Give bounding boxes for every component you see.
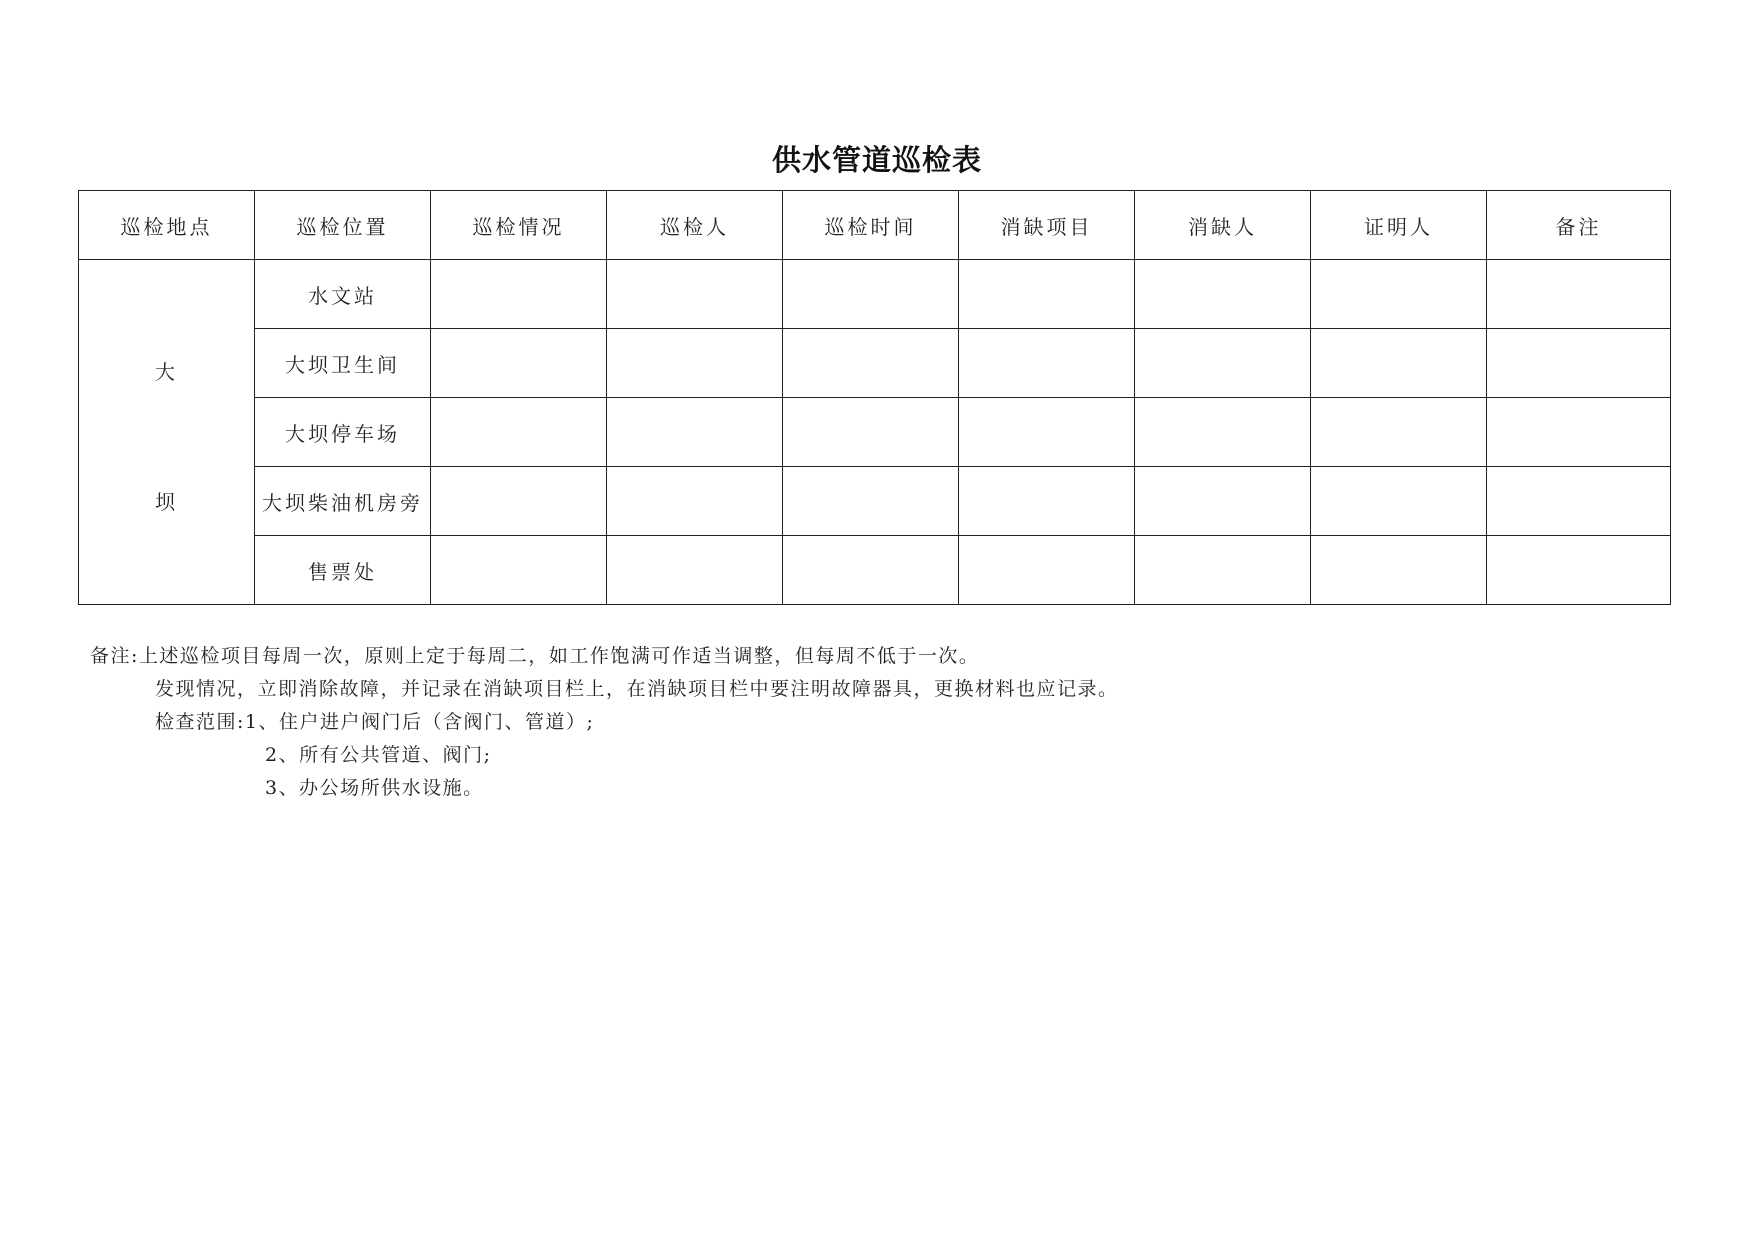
notes-line: 发现情况，立即消除故障，并记录在消缺项目栏上，在消缺项目栏中要注明故障器具，更换材料也应记录。 xyxy=(155,678,1119,700)
input-cell[interactable] xyxy=(1487,398,1671,467)
scope-item: 2、所有公共管道、阀门; xyxy=(265,744,492,766)
input-cell[interactable] xyxy=(959,260,1135,329)
input-cell[interactable] xyxy=(1135,260,1311,329)
header-cell: 备注 xyxy=(1487,191,1671,260)
input-cell[interactable] xyxy=(607,467,783,536)
page-title: 供水管道巡检表 xyxy=(771,143,982,177)
input-cell[interactable] xyxy=(607,260,783,329)
input-cell[interactable] xyxy=(783,467,959,536)
header-cell: 巡检人 xyxy=(607,191,783,260)
input-cell[interactable] xyxy=(1311,329,1487,398)
input-cell[interactable] xyxy=(607,398,783,467)
input-cell[interactable] xyxy=(783,260,959,329)
scope-label: 检查范围: xyxy=(155,711,245,733)
header-cell: 消缺项目 xyxy=(959,191,1135,260)
header-cell: 巡检情况 xyxy=(431,191,607,260)
header-cell: 巡检位置 xyxy=(255,191,431,260)
input-cell[interactable] xyxy=(1487,329,1671,398)
table-row xyxy=(79,329,1671,398)
inspection-table xyxy=(78,190,1671,605)
input-cell[interactable] xyxy=(1311,536,1487,605)
scope-item: 1、住户进户阀门后（含阀门、管道）; xyxy=(244,711,595,733)
input-cell[interactable] xyxy=(607,329,783,398)
input-cell[interactable] xyxy=(607,536,783,605)
input-cell[interactable] xyxy=(1135,536,1311,605)
header-cell: 巡检时间 xyxy=(783,191,959,260)
table-row xyxy=(79,260,1671,329)
table-row xyxy=(79,398,1671,467)
header-row xyxy=(79,191,1671,260)
notes-line xyxy=(90,706,1119,739)
input-cell[interactable] xyxy=(431,467,607,536)
site-cell xyxy=(79,260,255,605)
input-cell[interactable] xyxy=(959,536,1135,605)
location-cell: 售票处 xyxy=(255,536,431,605)
input-cell[interactable] xyxy=(1487,467,1671,536)
input-cell[interactable] xyxy=(1487,536,1671,605)
input-cell[interactable] xyxy=(1311,467,1487,536)
scope-item: 3、办公场所供水设施。 xyxy=(265,777,484,799)
notes-label: 备注: xyxy=(90,645,139,667)
input-cell[interactable] xyxy=(1311,260,1487,329)
location-cell: 大坝停车场 xyxy=(255,398,431,467)
location-cell: 大坝柴油机房旁 xyxy=(255,467,431,536)
input-cell[interactable] xyxy=(959,398,1135,467)
site-char: 坝 xyxy=(155,490,178,514)
input-cell[interactable] xyxy=(1487,260,1671,329)
notes-section xyxy=(90,640,1119,805)
input-cell[interactable] xyxy=(959,467,1135,536)
input-cell[interactable] xyxy=(1135,398,1311,467)
input-cell[interactable] xyxy=(431,329,607,398)
input-cell[interactable] xyxy=(783,398,959,467)
location-cell: 水文站 xyxy=(255,260,431,329)
input-cell[interactable] xyxy=(431,536,607,605)
input-cell[interactable] xyxy=(431,398,607,467)
input-cell[interactable] xyxy=(1135,329,1311,398)
input-cell[interactable] xyxy=(959,329,1135,398)
input-cell[interactable] xyxy=(1311,398,1487,467)
header-cell: 巡检地点 xyxy=(79,191,255,260)
input-cell[interactable] xyxy=(1135,467,1311,536)
input-cell[interactable] xyxy=(431,260,607,329)
notes-line xyxy=(90,640,1119,673)
header-cell: 证明人 xyxy=(1311,191,1487,260)
table-row xyxy=(79,467,1671,536)
input-cell[interactable] xyxy=(783,536,959,605)
table-row xyxy=(79,536,1671,605)
header-cell: 消缺人 xyxy=(1135,191,1311,260)
location-cell: 大坝卫生间 xyxy=(255,329,431,398)
input-cell[interactable] xyxy=(783,329,959,398)
notes-text: 上述巡检项目每周一次，原则上定于每周二，如工作饱满可作适当调整，但每周不低于一次。 xyxy=(138,645,980,667)
site-char: 大 xyxy=(155,360,178,384)
